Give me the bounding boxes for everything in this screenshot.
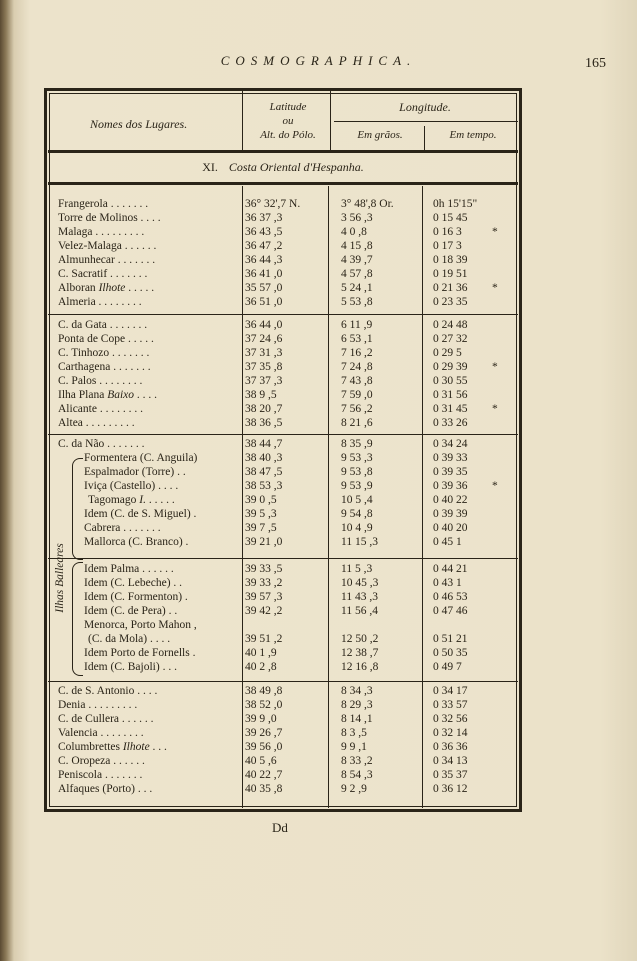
longitude-time: 0 36 12	[433, 783, 468, 795]
latitude-value: 39 33 ,5	[245, 563, 283, 575]
longitude-degrees: 7 59 ,0	[341, 389, 373, 401]
longitude-degrees: 11 56 ,4	[341, 605, 378, 617]
table-row	[58, 479, 520, 493]
longitude-degrees: 9 53 ,3	[341, 452, 373, 464]
longitude-time: 0 46 53	[433, 591, 468, 603]
longitude-degrees: 8 54 ,3	[341, 769, 373, 781]
latitude-value: 39 21 ,0	[245, 536, 283, 548]
latitude-value: 36 44 ,0	[245, 319, 283, 331]
longitude-degrees: 4 0 ,8	[341, 226, 367, 238]
table-row	[58, 402, 520, 416]
longitude-time: 0 39 36	[433, 480, 468, 492]
table-row	[58, 590, 520, 604]
longitude-time: 0 30 55	[433, 375, 468, 387]
header-em-graos: Em grãos.	[357, 129, 403, 141]
table-row	[58, 507, 520, 521]
table-row	[58, 225, 520, 239]
longitude-time: 0 40 22	[433, 494, 468, 506]
latitude-value: 37 24 ,6	[245, 333, 283, 345]
longitude-time: 0 39 39	[433, 508, 468, 520]
longitude-time: 0 51 21	[433, 633, 468, 645]
table-row	[58, 374, 520, 388]
table-row	[58, 782, 520, 796]
longitude-time: 0 50 35	[433, 647, 468, 659]
table-row	[58, 318, 520, 332]
longitude-time: 0 29 5	[433, 347, 462, 359]
place-name: Formentera (C. Anguila)	[84, 452, 198, 464]
place-name: Torre de Molinos . . . .	[58, 212, 161, 224]
longitude-time: 0 32 14	[433, 727, 468, 739]
longitude-degrees: 7 56 ,2	[341, 403, 373, 415]
longitude-degrees: 9 2 ,9	[341, 783, 367, 795]
latitude-value: 39 51 ,2	[245, 633, 283, 645]
latitude-value: 36 44 ,3	[245, 254, 283, 266]
place-name: C. Palos . . . . . . . .	[58, 375, 143, 387]
latitude-value: 39 9 ,0	[245, 713, 277, 725]
longitude-time: 0 33 57	[433, 699, 468, 711]
table-row	[58, 416, 520, 430]
table-row	[58, 281, 520, 295]
place-name: Idem (C. de S. Miguel) .	[84, 508, 197, 520]
group-separator	[48, 434, 518, 435]
longitude-degrees: 6 11 ,9	[341, 319, 373, 331]
longitude-degrees: 4 15 ,8	[341, 240, 373, 252]
latitude-value: 39 56 ,0	[245, 741, 283, 753]
table-row	[58, 604, 520, 618]
longitude-degrees: 4 39 ,7	[341, 254, 373, 266]
latitude-value: 40 22 ,7	[245, 769, 283, 781]
longitude-degrees: 7 43 ,8	[341, 375, 373, 387]
longitude-time: 0 34 17	[433, 685, 468, 697]
signature-mark: Dd	[272, 820, 288, 835]
latitude-value: 38 36 ,5	[245, 417, 283, 429]
header-em-tempo: Em tempo.	[449, 129, 497, 141]
longitude-degrees: 7 24 ,8	[341, 361, 373, 373]
longitude-time: 0 45 1	[433, 536, 462, 548]
latitude-value: 36° 32',7 N.	[245, 198, 301, 210]
reference-mark: *	[492, 361, 498, 373]
longitude-time: 0 15 45	[433, 212, 468, 224]
place-name: C. de Cullera . . . . . .	[58, 713, 154, 725]
table-row	[58, 388, 520, 402]
place-name: Malaga . . . . . . . . .	[58, 226, 145, 238]
place-name: Idem (C. Formenton) .	[84, 591, 188, 603]
latitude-value: 38 9 ,5	[245, 389, 277, 401]
latitude-value: 38 40 ,3	[245, 452, 283, 464]
table-row	[58, 726, 520, 740]
longitude-time: 0 21 36	[433, 282, 468, 294]
place-name: Idem (C. Bajoli) . . .	[84, 661, 177, 673]
table-row	[58, 451, 520, 465]
table-row	[58, 211, 520, 225]
longitude-degrees: 8 21 ,6	[341, 417, 373, 429]
longitude-degrees: 12 38 ,7	[341, 647, 379, 659]
place-name: Almeria . . . . . . . .	[58, 296, 142, 308]
reference-mark: *	[492, 403, 498, 415]
latitude-value: 38 47 ,5	[245, 466, 283, 478]
place-name: Iviça (Castello) . . . .	[84, 480, 179, 492]
table-row	[58, 684, 520, 698]
table-row	[58, 465, 520, 479]
table-row	[58, 253, 520, 267]
latitude-value: 39 42 ,2	[245, 605, 283, 617]
table-row	[58, 618, 520, 632]
header-latitude-line1: Latitude	[269, 101, 307, 113]
longitude-time: 0 39 35	[433, 466, 468, 478]
place-name: Cabrera . . . . . . .	[84, 522, 161, 534]
longitude-time: 0 24 48	[433, 319, 468, 331]
place-name: C. Tinhozo . . . . . . .	[58, 347, 150, 359]
longitude-time: 0 43 1	[433, 577, 462, 589]
table-row	[58, 332, 520, 346]
latitude-value: 40 5 ,6	[245, 755, 277, 767]
latitude-value: 36 47 ,2	[245, 240, 283, 252]
latitude-value: 38 52 ,0	[245, 699, 283, 711]
place-name: Altea . . . . . . . . .	[58, 417, 135, 429]
place-name: Alboran Ilhote . . . . .	[58, 282, 155, 294]
longitude-degrees: 9 53 ,9	[341, 480, 373, 492]
latitude-value: 39 5 ,3	[245, 508, 277, 520]
latitude-value: 39 33 ,2	[245, 577, 283, 589]
longitude-degrees: 9 53 ,8	[341, 466, 373, 478]
place-name: C. de S. Antonio . . . .	[58, 685, 158, 697]
longitude-degrees: 6 53 ,1	[341, 333, 373, 345]
longitude-time: 0 18 39	[433, 254, 468, 266]
section-title-text: Costa Oriental d'Hespanha.	[228, 160, 364, 174]
header-latitude-line2: ou	[282, 115, 294, 127]
page-number: 165	[585, 56, 606, 71]
table-row	[58, 197, 520, 211]
longitude-degrees: 3 56 ,3	[341, 212, 373, 224]
balearic-label-text: Ilhas Balleares	[54, 543, 66, 613]
latitude-value: 36 43 ,5	[245, 226, 283, 238]
place-name: Idem Palma . . . . . .	[84, 563, 174, 575]
table-row	[58, 562, 520, 576]
longitude-time: 0 34 24	[433, 438, 468, 450]
longitude-time: 0 39 33	[433, 452, 468, 464]
longitude-degrees: 11 15 ,3	[341, 536, 378, 548]
longitude-degrees: 5 24 ,1	[341, 282, 373, 294]
longitude-time: 0 27 32	[433, 333, 468, 345]
longitude-time: 0 35 37	[433, 769, 468, 781]
longitude-degrees: 10 5 ,4	[341, 494, 373, 506]
place-name: C. Oropeza . . . . . .	[58, 755, 145, 767]
header-longitude: Longitude.	[399, 100, 451, 114]
latitude-value: 39 57 ,3	[245, 591, 283, 603]
longitude-time: 0 47 46	[433, 605, 468, 617]
longitude-degrees: 8 3 ,5	[341, 727, 367, 739]
latitude-value: 38 44 ,7	[245, 438, 283, 450]
section-rule	[48, 182, 518, 185]
place-name: Idem (C. Lebeche) . .	[84, 577, 183, 589]
latitude-value: 38 20 ,7	[245, 403, 283, 415]
place-name: Idem (C. de Pera) . .	[84, 605, 178, 617]
table-row	[58, 646, 520, 660]
table-row	[58, 576, 520, 590]
latitude-value: 40 1 ,9	[245, 647, 277, 659]
longitude-degrees: 5 53 ,8	[341, 296, 373, 308]
place-name: Ilha Plana Baixo . . . .	[58, 389, 158, 401]
place-name: Menorca, Porto Mahon ,	[84, 619, 197, 631]
place-name: Valencia . . . . . . . .	[58, 727, 144, 739]
place-name: Alicante . . . . . . . .	[58, 403, 143, 415]
longitude-degrees: 8 34 ,3	[341, 685, 373, 697]
place-name: Mallorca (C. Branco) .	[84, 536, 189, 548]
latitude-value: 39 7 ,5	[245, 522, 277, 534]
header-rule	[48, 150, 518, 153]
table-row	[58, 437, 520, 451]
place-name: C. da Não . . . . . . .	[58, 438, 145, 450]
reference-mark: *	[492, 480, 498, 492]
latitude-value: 40 2 ,8	[245, 661, 277, 673]
latitude-value: 38 49 ,8	[245, 685, 283, 697]
latitude-value: 37 31 ,3	[245, 347, 283, 359]
place-name: Almunhecar . . . . . . .	[58, 254, 156, 266]
column-rule-lat	[330, 91, 331, 151]
place-name: Denia . . . . . . . . .	[58, 699, 138, 711]
table-row	[58, 754, 520, 768]
longitude-degrees: 9 54 ,8	[341, 508, 373, 520]
longitude-degrees: 10 4 ,9	[341, 522, 373, 534]
latitude-value: 37 37 ,3	[245, 375, 283, 387]
longitude-time: 0 44 21	[433, 563, 468, 575]
column-rule-names	[242, 91, 243, 151]
place-name: Carthagena . . . . . . .	[58, 361, 151, 373]
longitude-degrees: 8 33 ,2	[341, 755, 373, 767]
table-row	[58, 521, 520, 535]
table-row	[58, 768, 520, 782]
longitude-time: 0 19 51	[433, 268, 468, 280]
column-rule-tempo	[424, 126, 425, 150]
header-names: Nomes dos Lugares.	[90, 117, 188, 131]
table-row	[58, 660, 520, 674]
latitude-value: 37 35 ,8	[245, 361, 283, 373]
latitude-value: 36 51 ,0	[245, 296, 283, 308]
longitude-degrees: 10 45 ,3	[341, 577, 379, 589]
place-name: Ponta de Cope . . . . .	[58, 333, 154, 345]
place-name: Columbrettes Ilhote . . .	[58, 741, 167, 753]
table-row	[58, 267, 520, 281]
group-separator	[48, 681, 518, 682]
table-row	[58, 493, 520, 507]
latitude-value: 40 35 ,8	[245, 783, 283, 795]
latitude-value: 36 41 ,0	[245, 268, 283, 280]
section-title	[48, 160, 518, 175]
table-row	[58, 632, 520, 646]
longitude-degrees: 8 35 ,9	[341, 438, 373, 450]
reference-mark: *	[492, 226, 498, 238]
longitude-degrees: 8 29 ,3	[341, 699, 373, 711]
longitude-time: 0h 15'15"	[433, 198, 478, 210]
place-name: Espalmador (Torre) . .	[84, 466, 186, 478]
longitude-time: 0 36 36	[433, 741, 468, 753]
latitude-value: 35 57 ,0	[245, 282, 283, 294]
longitude-time: 0 34 13	[433, 755, 468, 767]
place-name: Frangerola . . . . . . .	[58, 198, 149, 210]
place-name: Tagomago I. . . . . .	[88, 494, 175, 506]
running-head: COSMOGRAPHICA.	[220, 53, 417, 68]
longitude-time: 0 23 35	[433, 296, 468, 308]
longitude-time: 0 16 3	[433, 226, 462, 238]
longitude-time: 0 33 26	[433, 417, 468, 429]
longitude-degrees: 7 16 ,2	[341, 347, 373, 359]
longitude-degrees: 4 57 ,8	[341, 268, 373, 280]
longitude-time: 0 17 3	[433, 240, 462, 252]
place-name: Peniscola . . . . . . .	[58, 769, 143, 781]
place-name: Idem Porto de Fornells .	[84, 647, 196, 659]
table-row	[58, 535, 520, 549]
longitude-subrule	[334, 121, 518, 122]
longitude-time: 0 31 45	[433, 403, 468, 415]
table-row	[58, 698, 520, 712]
longitude-time: 0 40 20	[433, 522, 468, 534]
place-name: (C. da Mola) . . . .	[88, 633, 171, 645]
table-row	[58, 360, 520, 374]
table-row	[58, 346, 520, 360]
reference-mark: *	[492, 282, 498, 294]
longitude-degrees: 9 9 ,1	[341, 741, 367, 753]
table-row	[58, 740, 520, 754]
latitude-value: 39 26 ,7	[245, 727, 283, 739]
group-separator	[48, 558, 518, 559]
longitude-degrees: 12 50 ,2	[341, 633, 379, 645]
place-name: Velez-Malaga . . . . . .	[58, 240, 157, 252]
table-row	[58, 239, 520, 253]
header-latitude	[248, 100, 328, 142]
group-separator	[48, 314, 518, 315]
longitude-time: 0 49 7	[433, 661, 462, 673]
longitude-degrees: 8 14 ,1	[341, 713, 373, 725]
latitude-value: 39 0 ,5	[245, 494, 277, 506]
section-number: XI.	[202, 160, 218, 174]
latitude-value: 38 53 ,3	[245, 480, 283, 492]
longitude-degrees: 11 43 ,3	[341, 591, 378, 603]
place-name: C. da Gata . . . . . . .	[58, 319, 148, 331]
table-row	[58, 712, 520, 726]
longitude-time: 0 32 56	[433, 713, 468, 725]
longitude-degrees: 12 16 ,8	[341, 661, 379, 673]
table-row	[58, 295, 520, 309]
place-name: C. Sacratif . . . . . . .	[58, 268, 148, 280]
longitude-time: 0 29 39	[433, 361, 468, 373]
longitude-degrees: 3° 48',8 Or.	[341, 198, 394, 210]
place-name: Alfaques (Porto) . . .	[58, 783, 153, 795]
latitude-value: 36 37 ,3	[245, 212, 283, 224]
longitude-degrees: 11 5 ,3	[341, 563, 373, 575]
longitude-time: 0 31 56	[433, 389, 468, 401]
header-latitude-line3: Alt. do Pólo.	[260, 129, 316, 141]
